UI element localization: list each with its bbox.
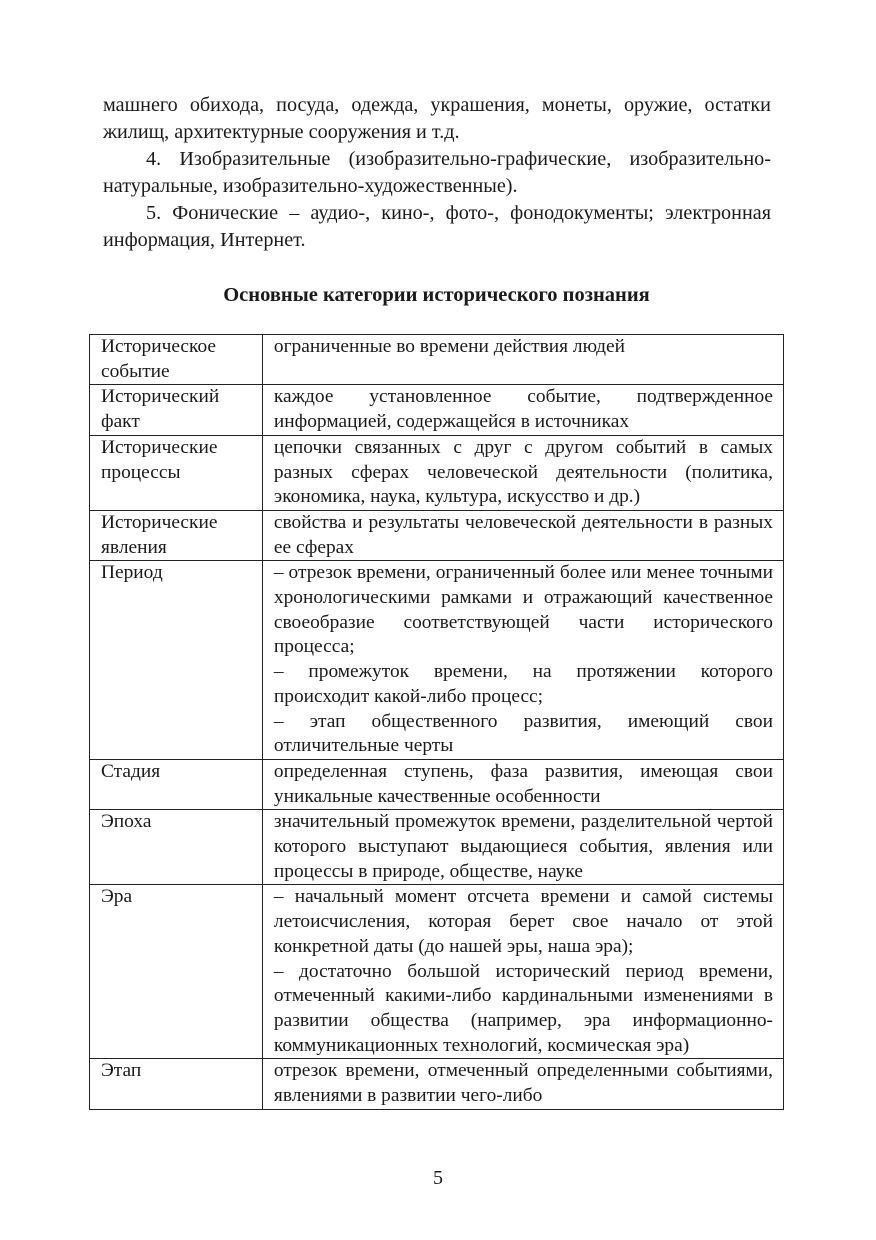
table-body [90,335,784,1110]
page-number: 5 [433,1167,443,1189]
term-cell: Эра [90,885,263,1059]
definition-cell [262,885,783,1059]
definition-text: определенная ступень, фаза развития, имеющая свои уникальные качественные особенности [273,760,773,807]
term-cell: Исторический факт [90,385,263,435]
table-row [90,759,784,809]
definition-cell [262,510,783,560]
table-row [90,561,784,760]
table-row [90,510,784,560]
definition-text: каждое установленное событие, подтвержденное информацией, содержащейся в источниках [273,386,773,433]
term-cell: Период [90,561,263,760]
table-row [90,435,784,510]
definition-text: цепочки связанных с друг с другом событий в самых разных сферах человеческой деятельности (политика, экономика, наука, культура, искусство и др.) [273,436,773,508]
definition-cell [262,385,783,435]
definition-cell [262,810,783,885]
definition-text: свойства и результаты человеческой деятельности в разных ее сферах [273,511,773,558]
table-row [90,335,784,385]
intro-paragraph: 4. Изобразительные (изобразительно-графические, изобразительно-натуральные, изобразительно-художественные). [103,148,771,197]
intro-text [103,92,771,254]
table-row [90,1059,784,1109]
definition-text: – этап общественного развития, имеющий свои отличительные черты [273,710,773,757]
definition-cell [262,1059,783,1109]
definition-text: отрезок времени, отмеченный определенными событиями, явлениями в развитии чего-либо [273,1060,773,1107]
definition-text: – достаточно большой исторический период времени, отмеченный какими-либо кардинальными изменениями в развитии общества (например, эра информационно-коммуникационных технологий, космическая эра) [273,960,773,1056]
definition-cell [262,561,783,760]
term-cell: Историческое событие [90,335,263,385]
categories-table [89,334,784,1110]
definition-text: – начальный момент отсчета времени и самой системы летоисчисления, которая берет свое начало от этой конкретной даты (до нашей эры, наша эра); [273,886,773,957]
table-row [90,810,784,885]
definition-cell [262,435,783,510]
term-cell: Стадия [90,759,263,809]
term-cell: Исторические процессы [90,435,263,510]
intro-paragraph: машнего обихода, посуда, одежда, украшения, монеты, оружие, остатки жилищ, архитектурные сооружения и т.д. [103,94,771,143]
definition-text: – отрезок времени, ограниченный более или менее точными хронологическими рамками и отражающий качественное своеобразие соответствующей части исторического процесса; [273,562,773,658]
intro-paragraph: 5. Фонические – аудио-, кино-, фото-, фонодокументы; электронная информация, Интернет. [103,202,771,251]
definition-cell [262,759,783,809]
term-cell: Эпоха [90,810,263,885]
table-row [90,385,784,435]
table-row [90,885,784,1059]
definition-cell [262,335,783,385]
term-cell: Исторические явления [90,510,263,560]
term-cell: Этап [90,1059,263,1109]
definition-text: ограниченные во времени действия людей [273,336,625,357]
section-heading: Основные категории исторического познания [223,284,650,306]
definition-text: значительный промежуток времени, разделительной чертой которого выступают выдающиеся события, явления или процессы в природе, обществе, науке [273,811,773,882]
definition-text: – промежуток времени, на протяжении которого происходит какой-либо процесс; [273,661,773,707]
